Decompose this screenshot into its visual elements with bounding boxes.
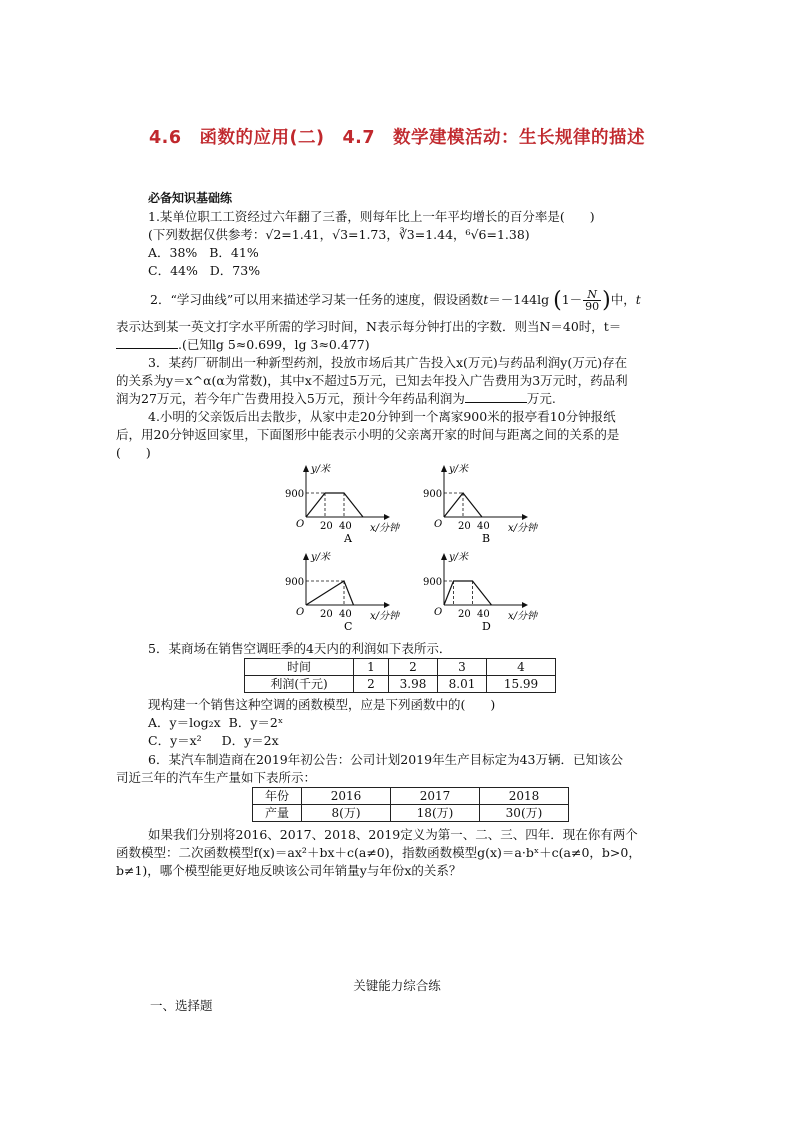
q4-stem-line1: 4.小明的父亲饭后出去散步，从家中走20分钟到一个离家900米的报亭看10分钟报纸 — [148, 409, 616, 424]
q4-graph-b — [422, 462, 562, 548]
y-tick-label: 900 — [423, 576, 443, 588]
table-cell: 2 — [354, 676, 389, 693]
q2-frac-den: 90 — [585, 300, 600, 313]
q4-graph-svg-b — [422, 462, 562, 544]
y-tick-label: 900 — [423, 488, 443, 500]
q3-stem-line3 — [116, 390, 556, 407]
x-tick-label: 40 — [339, 521, 352, 532]
q2-stem-line1: 2．“学习曲线”可以用来描述学习某一任务的速度，假设函数t＝－144lg (1－ $\frac{N}{90}$ )中，t — [150, 288, 641, 313]
table-cell: 4 — [487, 659, 556, 676]
graph-label: C — [344, 620, 353, 632]
q2-hint: .(已知lg 5≈0.699，lg 3≈0.477) — [178, 337, 370, 352]
q1-option-c: C．44% — [148, 263, 198, 278]
q2-stem-text: 2．“学习曲线”可以用来描述学习某一任务的速度，假设函数 — [150, 292, 484, 307]
q2-answer-blank[interactable] — [116, 336, 178, 349]
q5-stem: 5．某商场在销售空调旺季的4天内的利润如下表所示． — [148, 641, 452, 656]
q5-options-row1 — [148, 714, 283, 731]
q2-paren-open: ( — [553, 288, 562, 313]
y-axis-label: y/米 — [311, 552, 331, 563]
section-heading-basic: 必备知识基础练 — [148, 191, 233, 205]
q5-option-c: C．y＝x² — [148, 733, 202, 748]
q4-stem-line3: ( ) — [116, 445, 151, 460]
table-cell: 1 — [354, 659, 389, 676]
q6-stem-line5: b≠1)，哪个模型能更好地反映该公司年销量y与年份x的关系？ — [116, 863, 462, 878]
table-row — [253, 788, 569, 805]
q1-reference-values: √2=1.41，√3=1.73，∛3=1.44，⁶√6=1.38) — [265, 227, 530, 242]
q4-graph-a — [284, 462, 424, 548]
q5-option-b: B．y＝2ˣ — [228, 715, 284, 730]
x-axis-arrow — [384, 514, 390, 520]
q4-graph-svg-a — [284, 462, 424, 544]
distance-line — [444, 581, 492, 605]
q3-stem-line2: 的关系为y＝x^α(α为常数)，其中x不超过5万元，已知去年投入广告费用为3万元时，药品利 — [116, 373, 628, 388]
q4-graph-d — [422, 550, 562, 636]
section-heading-key-ability: 关键能力综合练 — [353, 978, 441, 993]
q5-option-d: D．y＝2x — [221, 733, 279, 748]
q5-profit-table — [244, 658, 556, 693]
table-cell: 30(万) — [480, 805, 569, 822]
q6-production-table — [252, 787, 569, 822]
q6-stem-line1: 6．某汽车制造商在2019年初公告：公司计划2019年生产目标定为43万辆．已知该公 — [148, 752, 623, 767]
y-axis-arrow — [303, 553, 309, 560]
table-cell: 3 — [438, 659, 487, 676]
table-row — [245, 659, 556, 676]
q5-option-a: A．y＝log₂x — [148, 715, 221, 730]
q1-reference-data — [148, 226, 530, 243]
table-cell: 2018 — [480, 788, 569, 805]
graph-label: D — [482, 620, 491, 632]
origin-label: O — [434, 519, 443, 530]
q6-stem-line4: 函数模型：二次函数模型f(x)＝ax²＋bx＋c(a≠0)，指数函数模型g(x)＝a·bˣ＋c(a≠0，b>0， — [116, 845, 641, 860]
q1-option-b: B．41% — [209, 245, 259, 260]
x-tick-label: 20 — [320, 609, 333, 620]
x-axis-label: x/分钟 — [508, 611, 538, 622]
y-axis-label: y/米 — [449, 464, 469, 475]
y-tick-label: 900 — [285, 576, 305, 588]
q5-options-row2 — [148, 732, 279, 749]
graph-label: B — [482, 532, 491, 544]
q3-answer-blank[interactable] — [465, 390, 527, 403]
x-tick-label: 20 — [320, 521, 333, 532]
q1-options-row1 — [148, 244, 259, 261]
x-tick-label: 20 — [458, 609, 471, 620]
x-axis-arrow — [522, 602, 528, 608]
q1-stem: 1.某单位职工工资经过六年翻了三番，则每年比上一年平均增长的百分率是( ) — [148, 209, 595, 224]
q2-stem-line2: 表示达到某一英文打字水平所需的学习时间，N表示每分钟打出的字数．则当N＝40时，t＝ — [116, 319, 622, 334]
q1-option-a: A．38% — [148, 245, 198, 260]
origin-label: O — [434, 607, 443, 618]
table-cell: 2017 — [391, 788, 480, 805]
y-axis-arrow — [441, 465, 447, 472]
x-tick-label: 20 — [458, 521, 471, 532]
section-subheading-choice: 一、选择题 — [150, 998, 213, 1013]
q2-fraction — [583, 289, 601, 312]
q4-graph-svg-c — [284, 550, 424, 632]
table-row — [253, 805, 569, 822]
q2-stem-line3 — [116, 336, 370, 353]
q3-stem-text: 润为27万元，若今年广告费用投入5万元，预计今年药品利润为 — [116, 391, 465, 406]
y-axis-arrow — [303, 465, 309, 472]
q1-options-row2 — [148, 262, 260, 279]
x-axis-label: x/分钟 — [370, 523, 400, 534]
distance-line — [306, 581, 354, 605]
q2-paren-close: ) — [602, 288, 611, 313]
table-cell: 产量 — [253, 805, 302, 822]
y-tick-label: 900 — [285, 488, 305, 500]
x-tick-label: 40 — [477, 521, 490, 532]
q2-formula-coeff: ＝－144lg — [488, 292, 550, 307]
q1-reference-prefix: (下列数据仅供参考： — [148, 227, 266, 242]
q2-formula-var: t — [483, 292, 489, 307]
q2-frac-num: N — [583, 289, 601, 301]
table-cell: 8(万) — [302, 805, 391, 822]
q2-formula-tail: 中， — [610, 292, 636, 307]
table-cell: 时间 — [245, 659, 354, 676]
q6-stem-line2: 司近三年的汽车生产量如下表所示： — [116, 770, 317, 785]
table-row — [245, 676, 556, 693]
y-axis-label: y/米 — [311, 464, 331, 475]
origin-label: O — [296, 519, 305, 530]
distance-line — [306, 493, 363, 517]
table-cell: 利润(千元) — [245, 676, 354, 693]
graph-label: A — [344, 532, 352, 544]
x-axis-arrow — [522, 514, 528, 520]
table-cell: 18(万) — [391, 805, 480, 822]
x-axis-label: x/分钟 — [370, 611, 400, 622]
x-axis-label: x/分钟 — [508, 523, 538, 534]
q6-stem-line3: 如果我们分别将2016、2017、2018、2019定义为第一、二、三、四年．现在你有两个 — [148, 827, 638, 842]
y-axis-arrow — [441, 553, 447, 560]
x-tick-label: 40 — [339, 609, 352, 620]
q1-option-d: D．73% — [209, 263, 261, 278]
table-cell: 3.98 — [389, 676, 438, 693]
table-cell: 8.01 — [438, 676, 487, 693]
q3-stem-line1: 3．某药厂研制出一种新型药剂，投放市场后其广告投入x(万元)与药品利润y(万元)存在 — [148, 355, 628, 370]
table-cell: 2016 — [302, 788, 391, 805]
q4-graph-c — [284, 550, 424, 636]
q4-graph-svg-d — [422, 550, 562, 632]
y-axis-label: y/米 — [449, 552, 469, 563]
q4-stem-line2: 后，用20分钟返回家里，下面图形中能表示小明的父亲离开家的时间与距离之间的关系的是 — [116, 427, 620, 442]
x-tick-label: 40 — [477, 609, 490, 620]
table-cell: 15.99 — [487, 676, 556, 693]
q2-tail-var: t — [635, 292, 641, 307]
q5-question: 现构建一个销售这种空调的函数模型，应是下列函数中的( ) — [148, 697, 496, 712]
page-title: 4.6 函数的应用(二) 4.7 数学建模活动：生长规律的描述 — [149, 128, 645, 148]
x-axis-arrow — [384, 602, 390, 608]
origin-label: O — [296, 607, 305, 618]
table-cell: 2 — [389, 659, 438, 676]
q3-unit: 万元. — [526, 391, 556, 406]
table-cell: 年份 — [253, 788, 302, 805]
